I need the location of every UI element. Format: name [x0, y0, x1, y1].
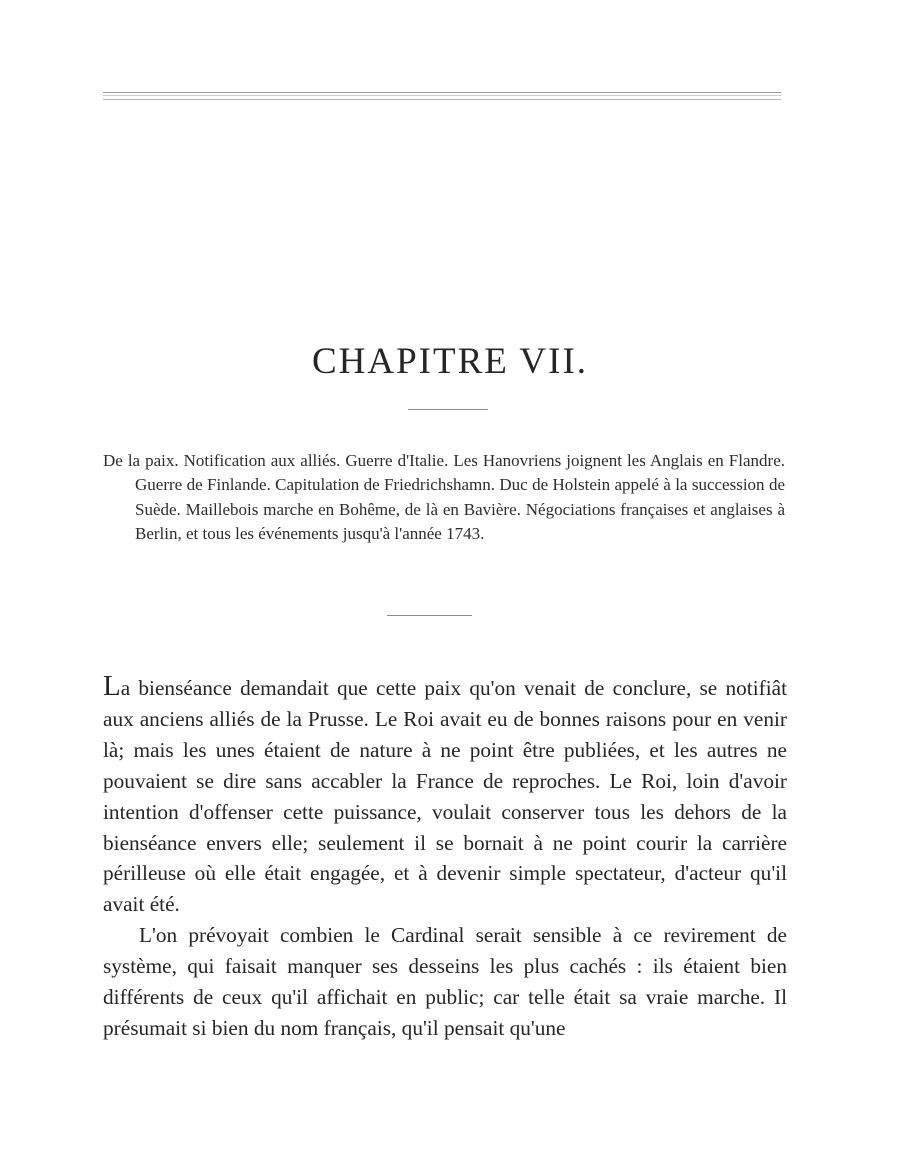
paragraph-2: L'on prévoyait combien le Cardinal serait sensible à ce revirement de système, qui faisait manquer ses desseins les plus cachés : ils étaient bien différents de ceux qu'il affichait en public; car telle était sa vraie marche. Il présumait si bien du nom français, qu'il pensait qu'une [103, 923, 787, 1040]
paragraph-1 [103, 670, 787, 920]
summary-divider [387, 615, 472, 616]
drop-initial: L [103, 670, 121, 702]
chapter-title: CHAPITRE VII. [311, 341, 589, 382]
paragraph-1-text: a bienséance demandait que cette paix qu'on venait de conclure, se notifiât aux anciens alliés de la Prusse. Le Roi avait eu de bonnes raisons pour en venir là; mais les unes étaient de nature à ne point être publiées, et les autres ne pouvaient se dire sans accabler la France de reproches. Le Roi, loin d'avoir intention d'offenser cette puissance, voulait conserver tous les dehors de la bienséance envers elle; seulement il se bornait à ne point courir la carrière périlleuse où elle était engagée, et à devenir simple spectateur, d'acteur qu'il avait été. [103, 676, 787, 917]
chapter-summary: De la paix. Notification aux alliés. Guerre d'Italie. Les Hanovriens joignent les Anglais en Flandre. Guerre de Finlande. Capitulation de Friedrichshamn. Duc de Holstein appelé à la succession de Suède. Maillebois marche en Bohême, de là en Bavière. Négociations françaises et anglaises à Berlin, et tous les événements jusqu'à l'année 1743. [103, 451, 785, 544]
header-double-rule [103, 92, 781, 100]
body-text [103, 670, 787, 1044]
title-divider [408, 409, 488, 410]
